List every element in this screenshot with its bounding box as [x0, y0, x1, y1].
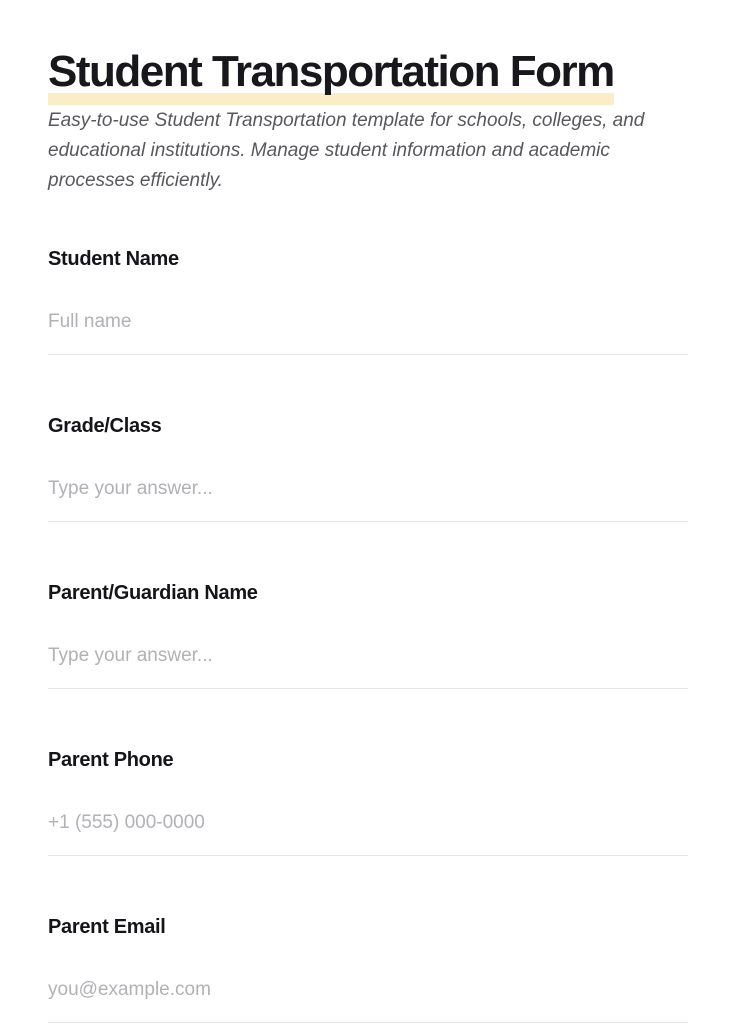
parent-guardian-name-input[interactable]	[48, 643, 688, 689]
field-student-name	[48, 248, 688, 355]
parent-email-input[interactable]	[48, 977, 688, 1023]
field-parent-email	[48, 916, 688, 1023]
student-name-label: Student Name	[48, 248, 179, 270]
student-name-input[interactable]	[48, 309, 688, 355]
grade-class-label: Grade/Class	[48, 415, 162, 437]
parent-email-label: Parent Email	[48, 916, 166, 938]
parent-guardian-name-label: Parent/Guardian Name	[48, 582, 258, 604]
parent-phone-label: Parent Phone	[48, 749, 174, 771]
page-title-text: Student Transportation Form	[48, 47, 614, 105]
parent-phone-input[interactable]	[48, 810, 688, 856]
field-grade-class	[48, 415, 688, 522]
page-description: Easy-to-use Student Transportation template for schools, colleges, and educational institutions. Manage student information and academic processes efficiently.	[48, 110, 645, 191]
student-transportation-form	[48, 248, 688, 1023]
page-title	[48, 47, 688, 96]
field-parent-phone	[48, 749, 688, 856]
field-parent-guardian-name	[48, 582, 688, 689]
grade-class-input[interactable]	[48, 476, 688, 522]
